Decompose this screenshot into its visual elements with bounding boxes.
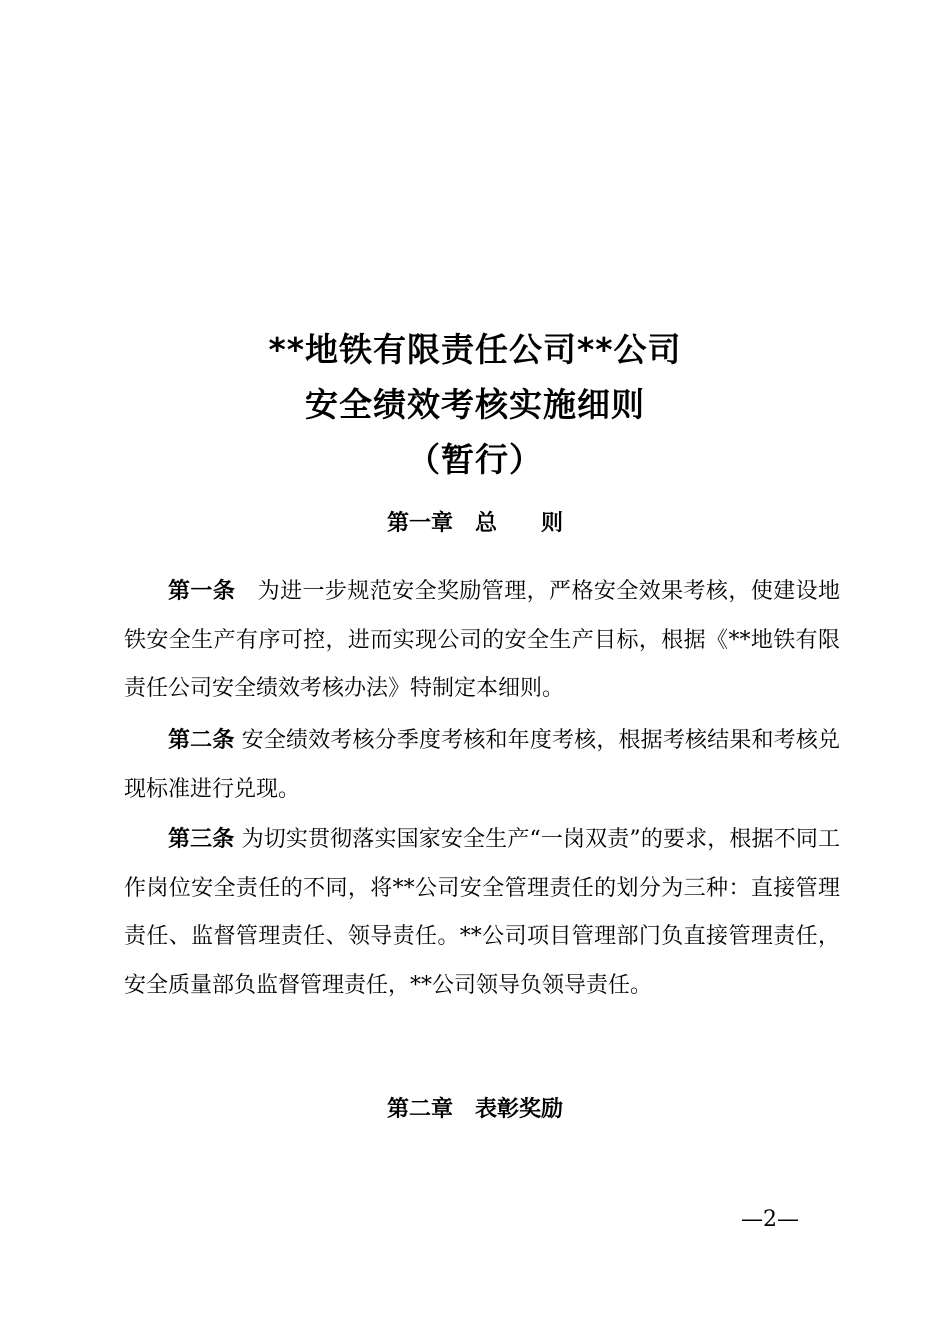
article-1-text: 为进一步规范安全奖励管理，严格安全效果考核，使建设地铁安全生产有序可控，进而实现公司的安全生产目标，根据《**地铁有限责任公司安全绩效考核办法》特制定本细则。 bbox=[124, 579, 840, 701]
article-3-gap bbox=[234, 827, 241, 852]
article-2-number: 第二条 bbox=[168, 728, 235, 753]
article-2-text: 安全绩效考核分季度考核和年度考核，根据考核结果和考核兑现标准进行兑现。 bbox=[124, 728, 840, 802]
chapter-1-heading: 第一章 总 则 bbox=[386, 511, 563, 536]
page-number: —2— bbox=[741, 1207, 799, 1232]
chapter-2-heading: 第二章 表彰奖励 bbox=[386, 1097, 563, 1122]
article-1-number: 第一条 bbox=[168, 579, 236, 604]
article-3-number: 第三条 bbox=[168, 827, 235, 852]
document-title bbox=[0, 322, 950, 487]
article-3-text: 为切实贯彻落实国家安全生产“一岗双责”的要求，根据不同工作岗位安全责任的不同，将**公司安全管理责任的划分为三种：直接管理责任、监督管理责任、领导责任。**公司项目管理部门负直接管理责任，安全质量部负监督管理责任，**公司领导负领导责任。 bbox=[124, 827, 840, 998]
article-2 bbox=[124, 717, 840, 814]
title-line-2: 安全绩效考核实施细则 bbox=[305, 385, 645, 424]
title-line-1: **地铁有限责任公司**公司 bbox=[268, 330, 682, 369]
article-3 bbox=[124, 816, 840, 1010]
article-1 bbox=[124, 568, 840, 714]
article-1-gap bbox=[235, 579, 257, 604]
title-line-3: （暂行） bbox=[407, 440, 543, 479]
article-2-gap bbox=[235, 728, 242, 753]
